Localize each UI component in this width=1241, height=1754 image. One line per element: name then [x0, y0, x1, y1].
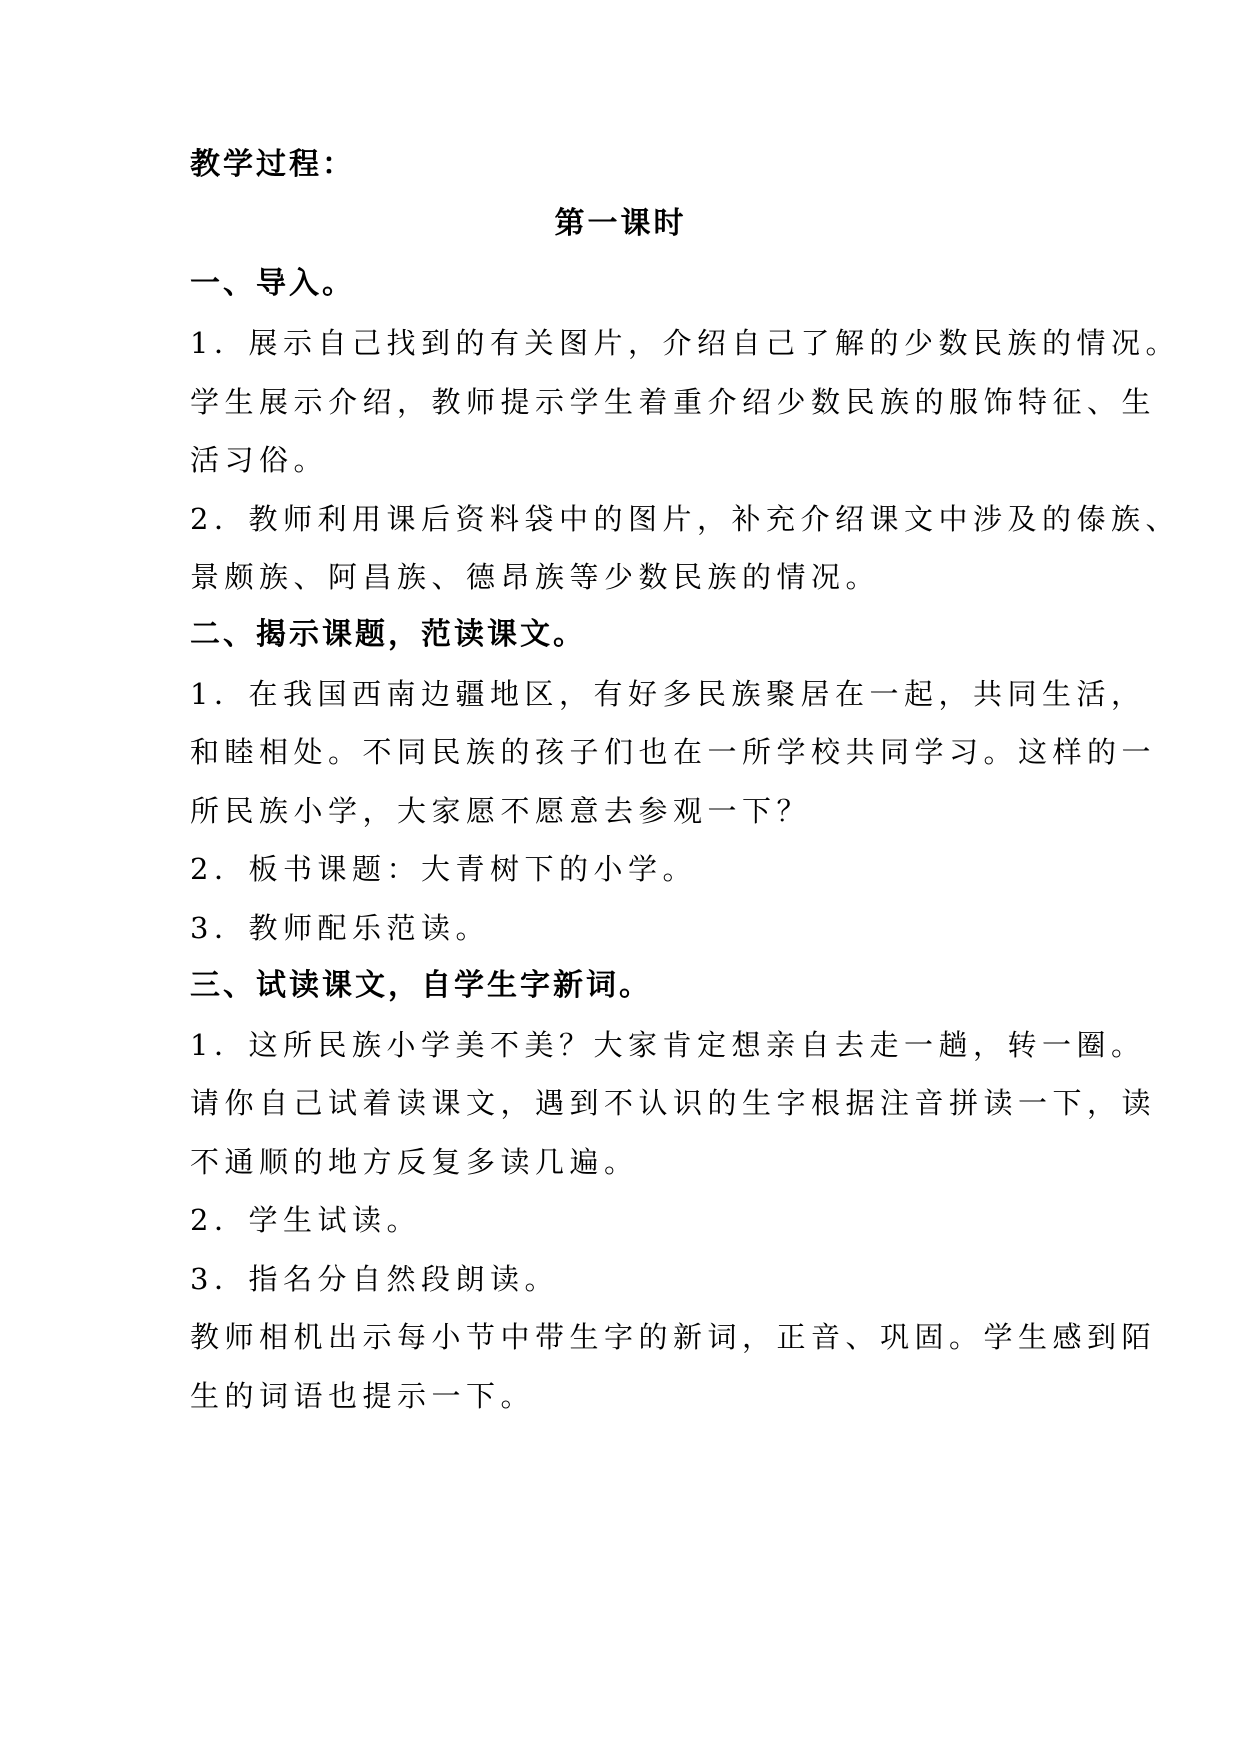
paragraph-line: 1．这所民族小学美不美？大家肯定想亲自去走一趟，转一圈。 [190, 1028, 1146, 1062]
document-heading: 教学过程： [190, 147, 355, 182]
paragraph-line: 景颇族、阿昌族、德昂族等少数民族的情况。 [190, 560, 881, 594]
paragraph-line: 教师相机出示每小节中带生字的新词，正音、巩固。学生感到陌 [190, 1320, 1157, 1354]
paragraph-line: 请你自己试着读课文，遇到不认识的生字根据注音拼读一下，读 [190, 1086, 1157, 1120]
paragraph-line: 2．教师利用课后资料袋中的图片，补充介绍课文中涉及的傣族、 [190, 502, 1180, 536]
paragraph-line: 2．板书课题：大青树下的小学。 [190, 852, 697, 886]
paragraph-line: 2．学生试读。 [190, 1203, 421, 1237]
paragraph-line: 3．教师配乐范读。 [190, 911, 490, 945]
paragraph-line: 和睦相处。不同民族的孩子们也在一所学校共同学习。这样的一 [190, 735, 1157, 769]
paragraph-line: 生的词语也提示一下。 [190, 1379, 536, 1413]
paragraph-line: 3．指名分自然段朗读。 [190, 1262, 559, 1296]
paragraph-line: 不通顺的地方反复多读几遍。 [190, 1145, 639, 1179]
paragraph-line: 1．展示自己找到的有关图片，介绍自己了解的少数民族的情况。 [190, 326, 1180, 360]
lesson-title: 第一课时 [554, 206, 687, 241]
paragraph-line: 所民族小学，大家愿不愿意去参观一下？ [190, 794, 812, 828]
paragraph-line: 活习俗。 [190, 443, 329, 477]
section-title-reveal: 二、揭示课题，范读课文。 [190, 617, 586, 652]
section-title-intro: 一、导入。 [190, 266, 355, 301]
paragraph-line: 学生展示介绍，教师提示学生着重介绍少数民族的服饰特征、生 [190, 385, 1157, 419]
paragraph-line: 1．在我国西南边疆地区，有好多民族聚居在一起，共同生活， [190, 677, 1146, 711]
section-title-trial-reading: 三、试读课文，自学生字新词。 [190, 968, 652, 1003]
